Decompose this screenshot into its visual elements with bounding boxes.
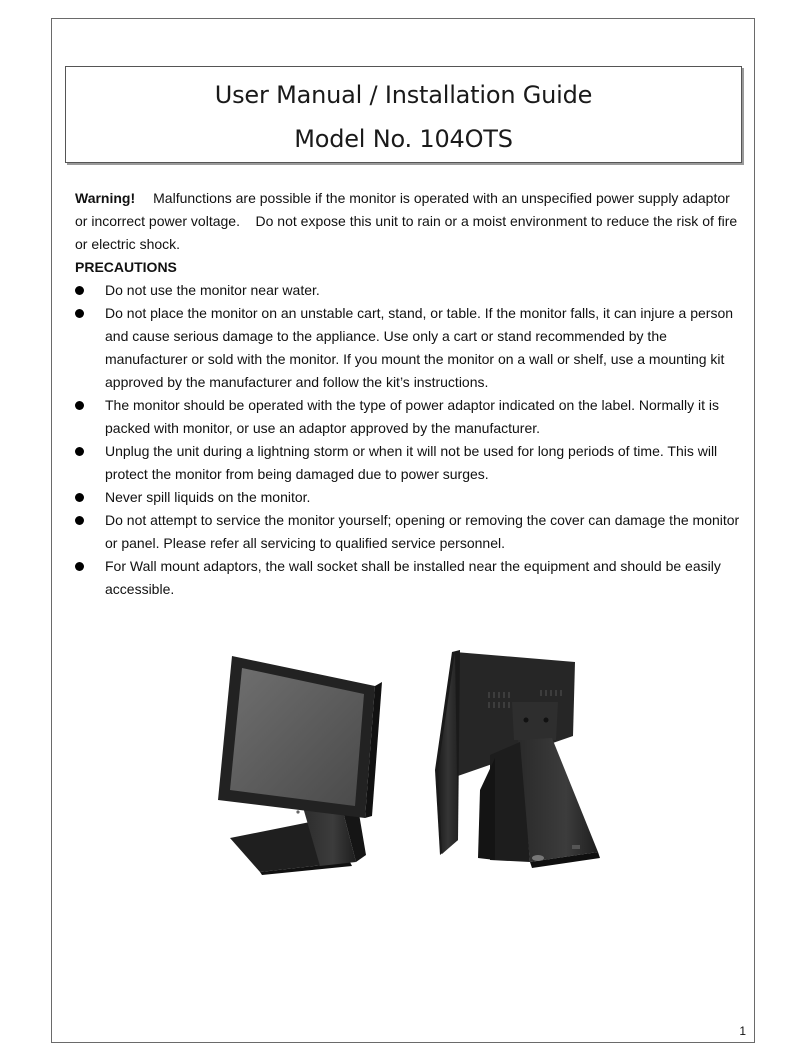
list-item-text: Do not attempt to service the monitor yourself; opening or removing the cover can damage the monitor or panel. Please refer all servicing to qualified service personnel. xyxy=(105,512,740,551)
page-number: 1 xyxy=(739,1024,746,1038)
warning-label: Warning! xyxy=(75,190,136,206)
bullet-icon xyxy=(75,286,84,295)
precautions-heading: PRECAUTIONS xyxy=(75,259,177,275)
bullet-icon xyxy=(75,401,84,410)
warning-text: Malfunctions are possible if the monitor is operated with an unspecified power supply adaptor or incorrect power voltage. Do not expose this unit to rain or a moist environment to reduce the risk of fire or electric shock. xyxy=(75,190,742,252)
monitor-back-view xyxy=(435,650,600,868)
bullet-icon xyxy=(75,562,84,571)
precautions-list xyxy=(75,279,740,601)
warning-paragraph xyxy=(75,187,740,256)
list-item-text: Never spill liquids on the monitor. xyxy=(105,489,311,505)
list-item xyxy=(75,486,740,509)
list-item xyxy=(75,509,740,555)
list-item xyxy=(75,394,740,440)
bullet-icon xyxy=(75,309,84,318)
model-number: Model No. 104OTS xyxy=(294,125,513,153)
monitor-front-view xyxy=(218,656,382,875)
list-item xyxy=(75,279,740,302)
list-item-text: Do not place the monitor on an unstable cart, stand, or table. If the monitor falls, it can injure a person and cause serious damage to the appliance. Use only a cart or stand recommended by the manufacturer or sold with the monitor. If you mount the monitor on a wall or shelf, use a mounting kit approved by the manufacturer and follow the kit’s instructions. xyxy=(105,305,734,390)
list-item-text: The monitor should be operated with the type of power adaptor indicated on the label. Normally it is packed with monitor, or use an adaptor approved by the manufacturer. xyxy=(105,397,720,436)
list-item xyxy=(75,440,740,486)
list-item xyxy=(75,302,740,394)
list-item-text: For Wall mount adaptors, the wall socket shall be installed near the equipment and should be easily accessible. xyxy=(105,558,721,597)
list-item xyxy=(75,555,740,601)
body-text xyxy=(75,187,740,601)
monitor-product-images xyxy=(190,640,620,875)
document-title: User Manual / Installation Guide xyxy=(214,81,593,109)
list-item-text: Do not use the monitor near water. xyxy=(105,282,320,298)
bullet-icon xyxy=(75,493,84,502)
bullet-icon xyxy=(75,516,84,525)
bullet-icon xyxy=(75,447,84,456)
list-item-text: Unplug the unit during a lightning storm or when it will not be used for long periods of time. This will protect the monitor from being damaged due to power surges. xyxy=(105,443,718,482)
title-box xyxy=(65,66,742,163)
